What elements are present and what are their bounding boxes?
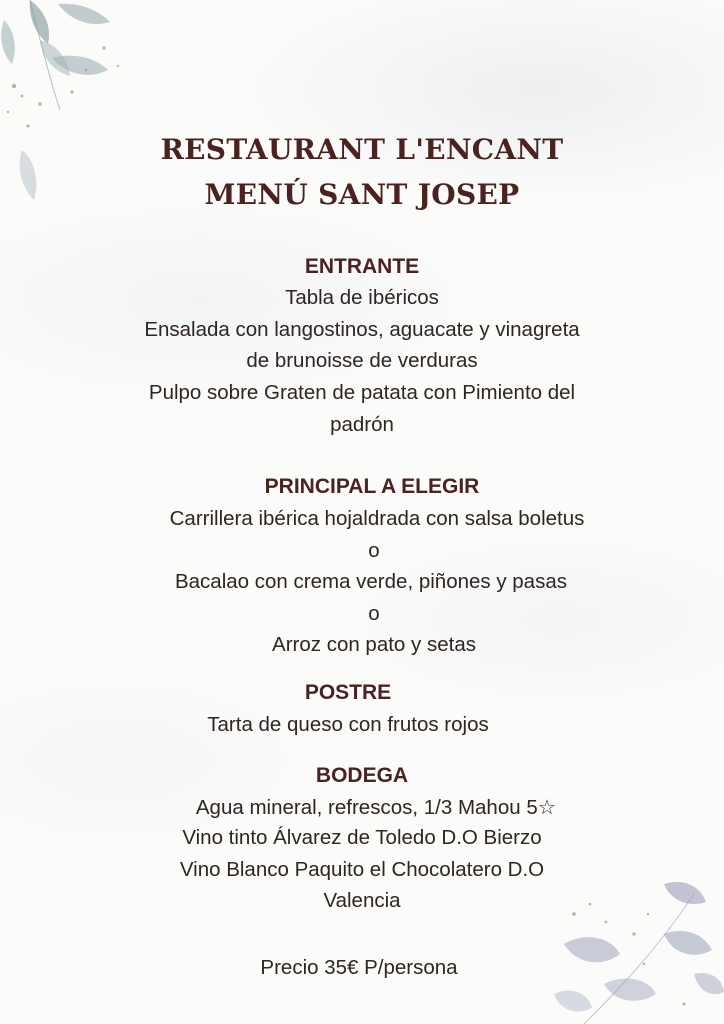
menu-item: Vino tinto Álvarez de Toledo D.O Bierzo — [182, 826, 542, 849]
section-heading-postre: POSTRE — [304, 681, 392, 704]
restaurant-name: RESTAURANT L'ENCANT — [160, 133, 564, 166]
menu-item: Tabla de ibéricos — [285, 286, 439, 309]
menu-option-separator: o — [368, 539, 380, 562]
menu-item: Carrillera ibérica hojaldrada con salsa boletus — [169, 507, 585, 530]
section-heading-bodega: BODEGA — [315, 764, 409, 787]
section-heading-principal: PRINCIPAL A ELEGIR — [264, 475, 480, 498]
menu-item: de brunoisse de verduras — [246, 349, 478, 372]
menu-item: Vino Blanco Paquito el Chocolatero D.O — [179, 858, 545, 881]
menu-item: Ensalada con langostinos, aguacate y vinagreta — [144, 318, 580, 341]
section-heading-entrante: ENTRANTE — [304, 255, 420, 278]
menu-item: Valencia — [323, 889, 401, 912]
price: Precio 35€ P/persona — [260, 956, 458, 979]
menu-item: Bacalao con crema verde, piñones y pasas — [174, 570, 567, 593]
menu-item: Tarta de queso con frutos rojos — [207, 713, 489, 736]
leaf-icon — [1, 0, 110, 200]
menu-name: MENÚ SANT JOSEP — [204, 178, 520, 211]
menu-item: Arroz con pato y setas — [272, 633, 476, 656]
menu-item: padrón — [330, 413, 394, 436]
menu-item: Pulpo sobre Graten de patata con Pimiento del — [148, 381, 576, 404]
menu-item: Agua mineral, refrescos, 1/3 Mahou 5☆ — [195, 796, 557, 819]
menu-option-separator: o — [368, 602, 380, 625]
